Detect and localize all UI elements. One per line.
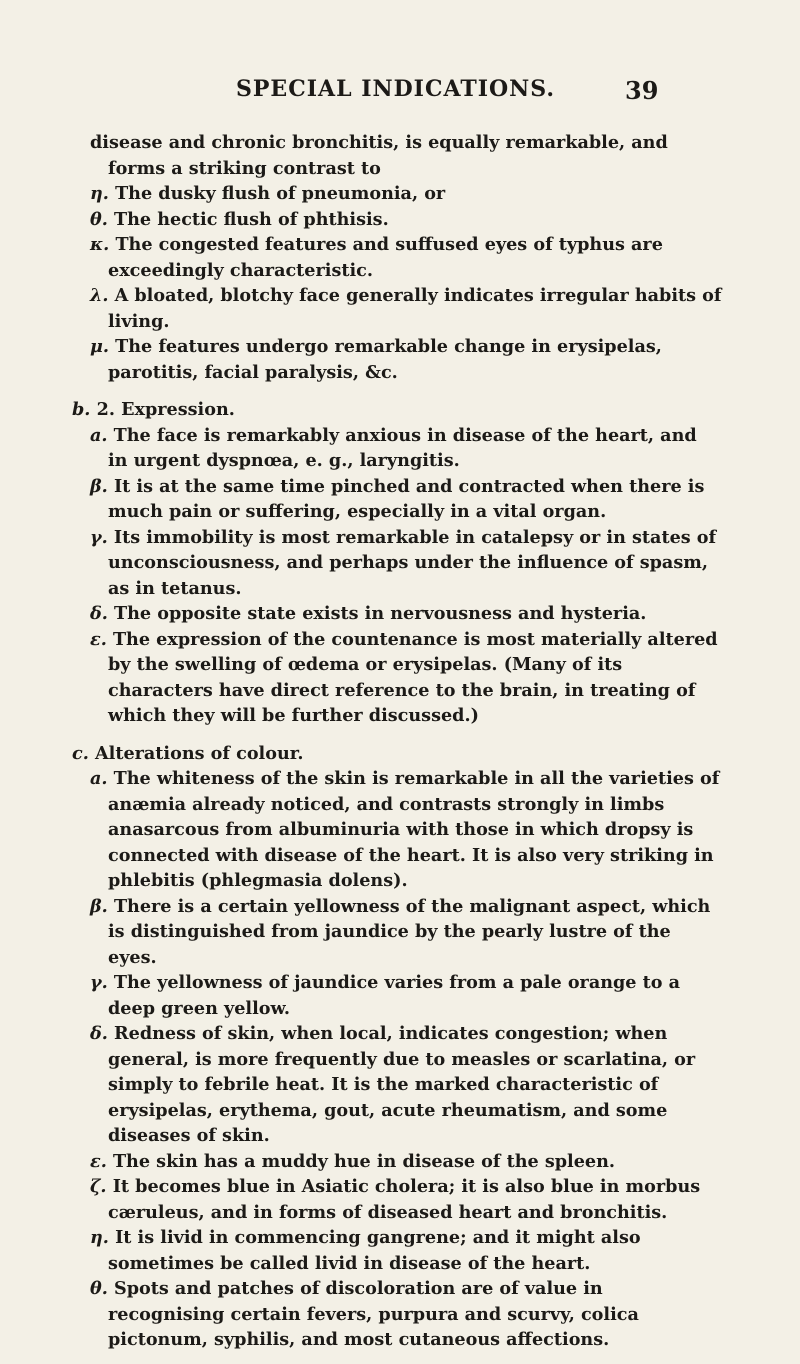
paragraph-continuation: disease and chronic bronchitis, is equally remarkable, and forms a striking contrast to bbox=[90, 132, 668, 179]
paragraph-expression-beta: β. It is at the same time pinched and contracted when there is much pain or suffering, especially in a vital organ. bbox=[90, 475, 705, 522]
paragraph-colour-beta: β. There is a certain yellowness of the malignant aspect, which is distinguished from jaundice by the pearly lustre of the eyes. bbox=[90, 895, 711, 968]
page-header bbox=[0, 76, 800, 108]
paragraph-expression-a: a. The face is remarkably anxious in disease of the heart, and in urgent dyspnœa, e. g., laryngitis. bbox=[90, 424, 697, 471]
paragraph-expression-delta: δ. The opposite state exists in nervousness and hysteria. bbox=[90, 603, 647, 624]
paragraph-expression-epsilon: ε. The expression of the countenance is most materially altered by the swelling of œdema or erysipelas. (Many of its characters have direct reference to the brain, in treating of which they will be further discussed.) bbox=[90, 628, 718, 726]
paragraph-expression-gamma: γ. Its immobility is most remarkable in catalepsy or in states of unconsciousness, and perhaps under the influence of spasm, as in tetanus. bbox=[90, 526, 717, 599]
section-heading-expression: b. 2. Expression. bbox=[72, 399, 235, 420]
paragraph-colour-zeta: ζ. It becomes blue in Asiatic cholera; it is also blue in morbus cæruleus, and in forms of diseased heart and bronchitis. bbox=[90, 1176, 701, 1223]
paragraph-eta: η. The dusky flush of pneumonia, or bbox=[90, 183, 446, 204]
paragraph-colour-a: a. The whiteness of the skin is remarkable in all the varieties of anæmia already noticed, and contrasts strongly in limbs anasarcous from albuminuria with those in which dropsy is connected with disease of the heart. It is also very striking in phlebitis (phlegmasia dolens). bbox=[90, 768, 720, 891]
paragraph-colour-epsilon: ε. The skin has a muddy hue in disease of the spleen. bbox=[90, 1150, 616, 1172]
running-title: SPECIAL INDICATIONS. bbox=[236, 76, 556, 102]
paragraph-colour-delta: δ. Redness of skin, when local, indicates congestion; when general, is more frequently due to measles or scarlatina, or simply to febrile heat. It is the marked characteristic of erysipelas, erythema, gout, acute rheumatism, and some diseases of skin. bbox=[90, 1023, 696, 1146]
paragraph-colour-eta: η. It is livid in commencing gangrene; and it might also sometimes be called livid in disease of the heart. bbox=[90, 1227, 641, 1274]
section-heading-colour: c. Alterations of colour. bbox=[72, 742, 304, 764]
paragraph-colour-theta: θ. Spots and patches of discoloration are of value in recognising certain fevers, purpura and scurvy, colica pictonum, syphilis, and most cutaneous affections. bbox=[90, 1278, 639, 1350]
paragraph-lambda: λ. A bloated, blotchy face generally indicates irregular habits of living. bbox=[90, 285, 722, 332]
paragraph-kappa: κ. The congested features and suffused eyes of typhus are exceedingly characteristic. bbox=[90, 234, 663, 281]
paragraph-theta: θ. The hectic flush of phthisis. bbox=[90, 208, 389, 230]
page-number: 39 bbox=[625, 76, 659, 105]
body-text bbox=[72, 130, 722, 1353]
paragraph-colour-gamma: γ. The yellowness of jaundice varies from a pale orange to a deep green yellow. bbox=[90, 972, 681, 1019]
paragraph-mu: μ. The features undergo remarkable change in erysipelas, parotitis, facial paralysis, &c. bbox=[90, 336, 662, 383]
